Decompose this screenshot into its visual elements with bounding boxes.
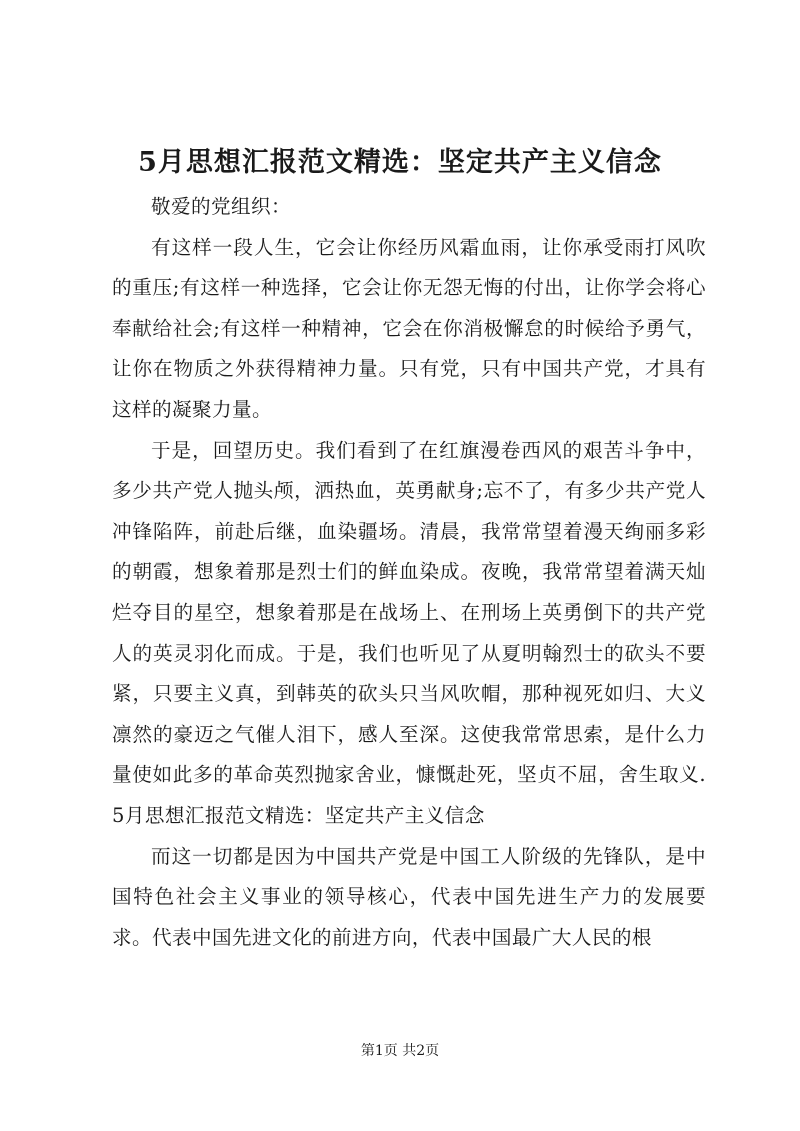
- paragraph: 有这样一段人生，它会让你经历风霜血雨，让你承受雨打风吹的重压;有这样一种选择，它会让你无怨无悔的付出，让你学会将心奉献给社会;有这样一种精神，它会在你消极懈怠的时候给予勇气，让你在物质之外获得精神力量。只有党，只有中国共产党，才具有这样的凝聚力量。: [112, 235, 706, 421]
- document-body: [112, 187, 706, 958]
- page-number: 第1页 共2页: [360, 1043, 440, 1059]
- paragraph: 而这一切都是因为中国共产党是中国工人阶级的先锋队，是中国特色社会主义事业的领导核心，代表中国先进生产力的发展要求。代表中国先进文化的前进方向，代表中国最广大人民的根: [112, 844, 706, 949]
- document-title: 5月思想汇报范文精选：坚定共产主义信念: [138, 147, 662, 178]
- paragraph: 于是，回望历史。我们看到了在红旗漫卷西风的艰苦斗争中，多少共产党人抛头颅，洒热血，英勇献身;忘不了，有多少共产党人冲锋陷阵，前赴后继，血染疆场。清晨，我常常望着漫天绚丽多彩的朝霞，想象着那是烈士们的鲜血染成。夜晚，我常常望着满天灿烂夺目的星空，想象着那是在战场上、在刑场上英勇倒下的共产党人的英灵羽化而成。于是，我们也听见了从夏明翰烈士的砍头不要紧，只要主义真，到韩英的砍头只当风吹帽，那种视死如归、大义凛然的豪迈之气催人泪下，感人至深。这使我常常思索，是什么力量使如此多的革命英烈抛家舍业，慷慨赴死，坚贞不屈，舍生取义.5月思想汇报范文精选：坚定共产主义信念: [112, 438, 706, 827]
- salutation: 敬爱的党组织：: [151, 195, 291, 218]
